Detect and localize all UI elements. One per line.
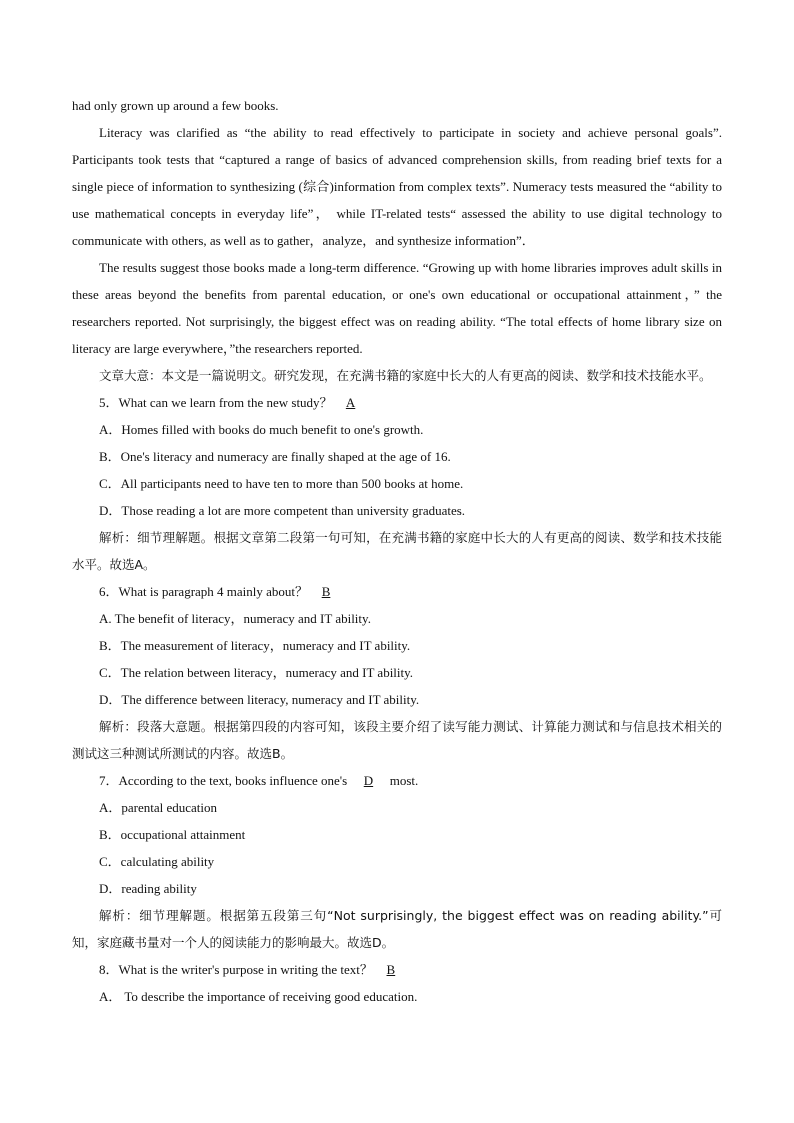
passage-paragraph-literacy: Literacy was clarified as “the ability to read effectively to participate in society and achieve personal goals”. Participants took tests that “captured a range of basics of advanced comprehension skills, from reading brief texts for a single piece of information to synthesizing (综合)information from complex texts”. Numeracy tests measured the “ability to use mathematical concepts in everyday life”， while IT-related tests“ assessed the ability to use digital technology to communicate with others, as well as to gather，analyze，and synthesize information”． — [72, 125, 722, 248]
question-6-analysis: 解析：段落大意题。根据第四段的内容可知，该段主要介绍了读写能力测试、计算能力测试和与信息技术相关的测试这三种测试所测试的内容。故选B。 — [72, 719, 722, 761]
question-8 — [72, 956, 722, 983]
article-summary: 文章大意：本文是一篇说明文。研究发现，在充满书籍的家庭中长大的人有更高的阅读、数学和技术技能水平。 — [99, 368, 712, 383]
question-6-option-a: A. The benefit of literacy，numeracy and IT ability. — [99, 611, 371, 626]
question-7-option-b: B．occupational attainment — [99, 827, 246, 842]
question-6-option-b: B．The measurement of literacy，numeracy and IT ability. — [99, 638, 411, 653]
question-7-analysis: 解析：细节理解题。根据第五段第三句“Not surprisingly, the biggest effect was on reading ability.”可知，家庭藏书量对一个人的阅读能力的影响最大。故选D。 — [72, 908, 722, 950]
question-8-stem: 8．What is the writer's purpose in writing the text？ — [99, 962, 373, 977]
question-5-option-d: D．Those reading a lot are more competent than university graduates. — [99, 503, 466, 518]
question-5-answer: A — [345, 395, 356, 410]
question-6-answer: B — [321, 584, 331, 599]
document-page — [72, 92, 722, 1010]
question-7-answer: D — [363, 773, 374, 788]
question-5 — [72, 389, 722, 416]
question-6-option-c: C．The relation between literacy，numeracy and IT ability. — [99, 665, 414, 680]
question-5-option-c: C．All participants need to have ten to more than 500 books at home. — [99, 476, 464, 491]
question-8-answer: B — [386, 962, 396, 977]
question-7 — [72, 767, 722, 794]
question-6-option-d: D．The difference between literacy, numeracy and IT ability. — [99, 692, 420, 707]
question-7-option-a: A．parental education — [99, 800, 218, 815]
passage-continuation: had only grown up around a few books. — [72, 98, 279, 113]
question-7-option-d: D．reading ability — [99, 881, 197, 896]
question-6 — [72, 578, 722, 605]
question-8-option-a: A． To describe the importance of receiving good education. — [99, 989, 418, 1004]
question-5-analysis: 解析：细节理解题。根据文章第二段第一句可知，在充满书籍的家庭中长大的人有更高的阅读、数学和技术技能水平。故选A。 — [72, 530, 722, 572]
passage-paragraph-results: The results suggest those books made a long-term difference. “Growing up with home libraries improves adult skills in these areas beyond the benefits from parental education, or one's own educational or occupational attainment，” the researchers reported. Not surprisingly, the biggest effect was on reading ability. “The total effects of home library size on literacy are large everywhere，”the researchers reported. — [72, 260, 722, 356]
question-7-stem: 7．According to the text, books influence one's — [99, 773, 348, 788]
question-7-option-c: C．calculating ability — [99, 854, 215, 869]
question-5-option-a: A．Homes filled with books do much benefit to one's growth. — [99, 422, 424, 437]
question-5-option-b: B．One's literacy and numeracy are finally shaped at the age of 16. — [99, 449, 451, 464]
question-5-stem: 5．What can we learn from the new study？ — [99, 395, 333, 410]
question-6-stem: 6．What is paragraph 4 mainly about？ — [99, 584, 309, 599]
question-7-stem-end: most. — [389, 773, 419, 788]
